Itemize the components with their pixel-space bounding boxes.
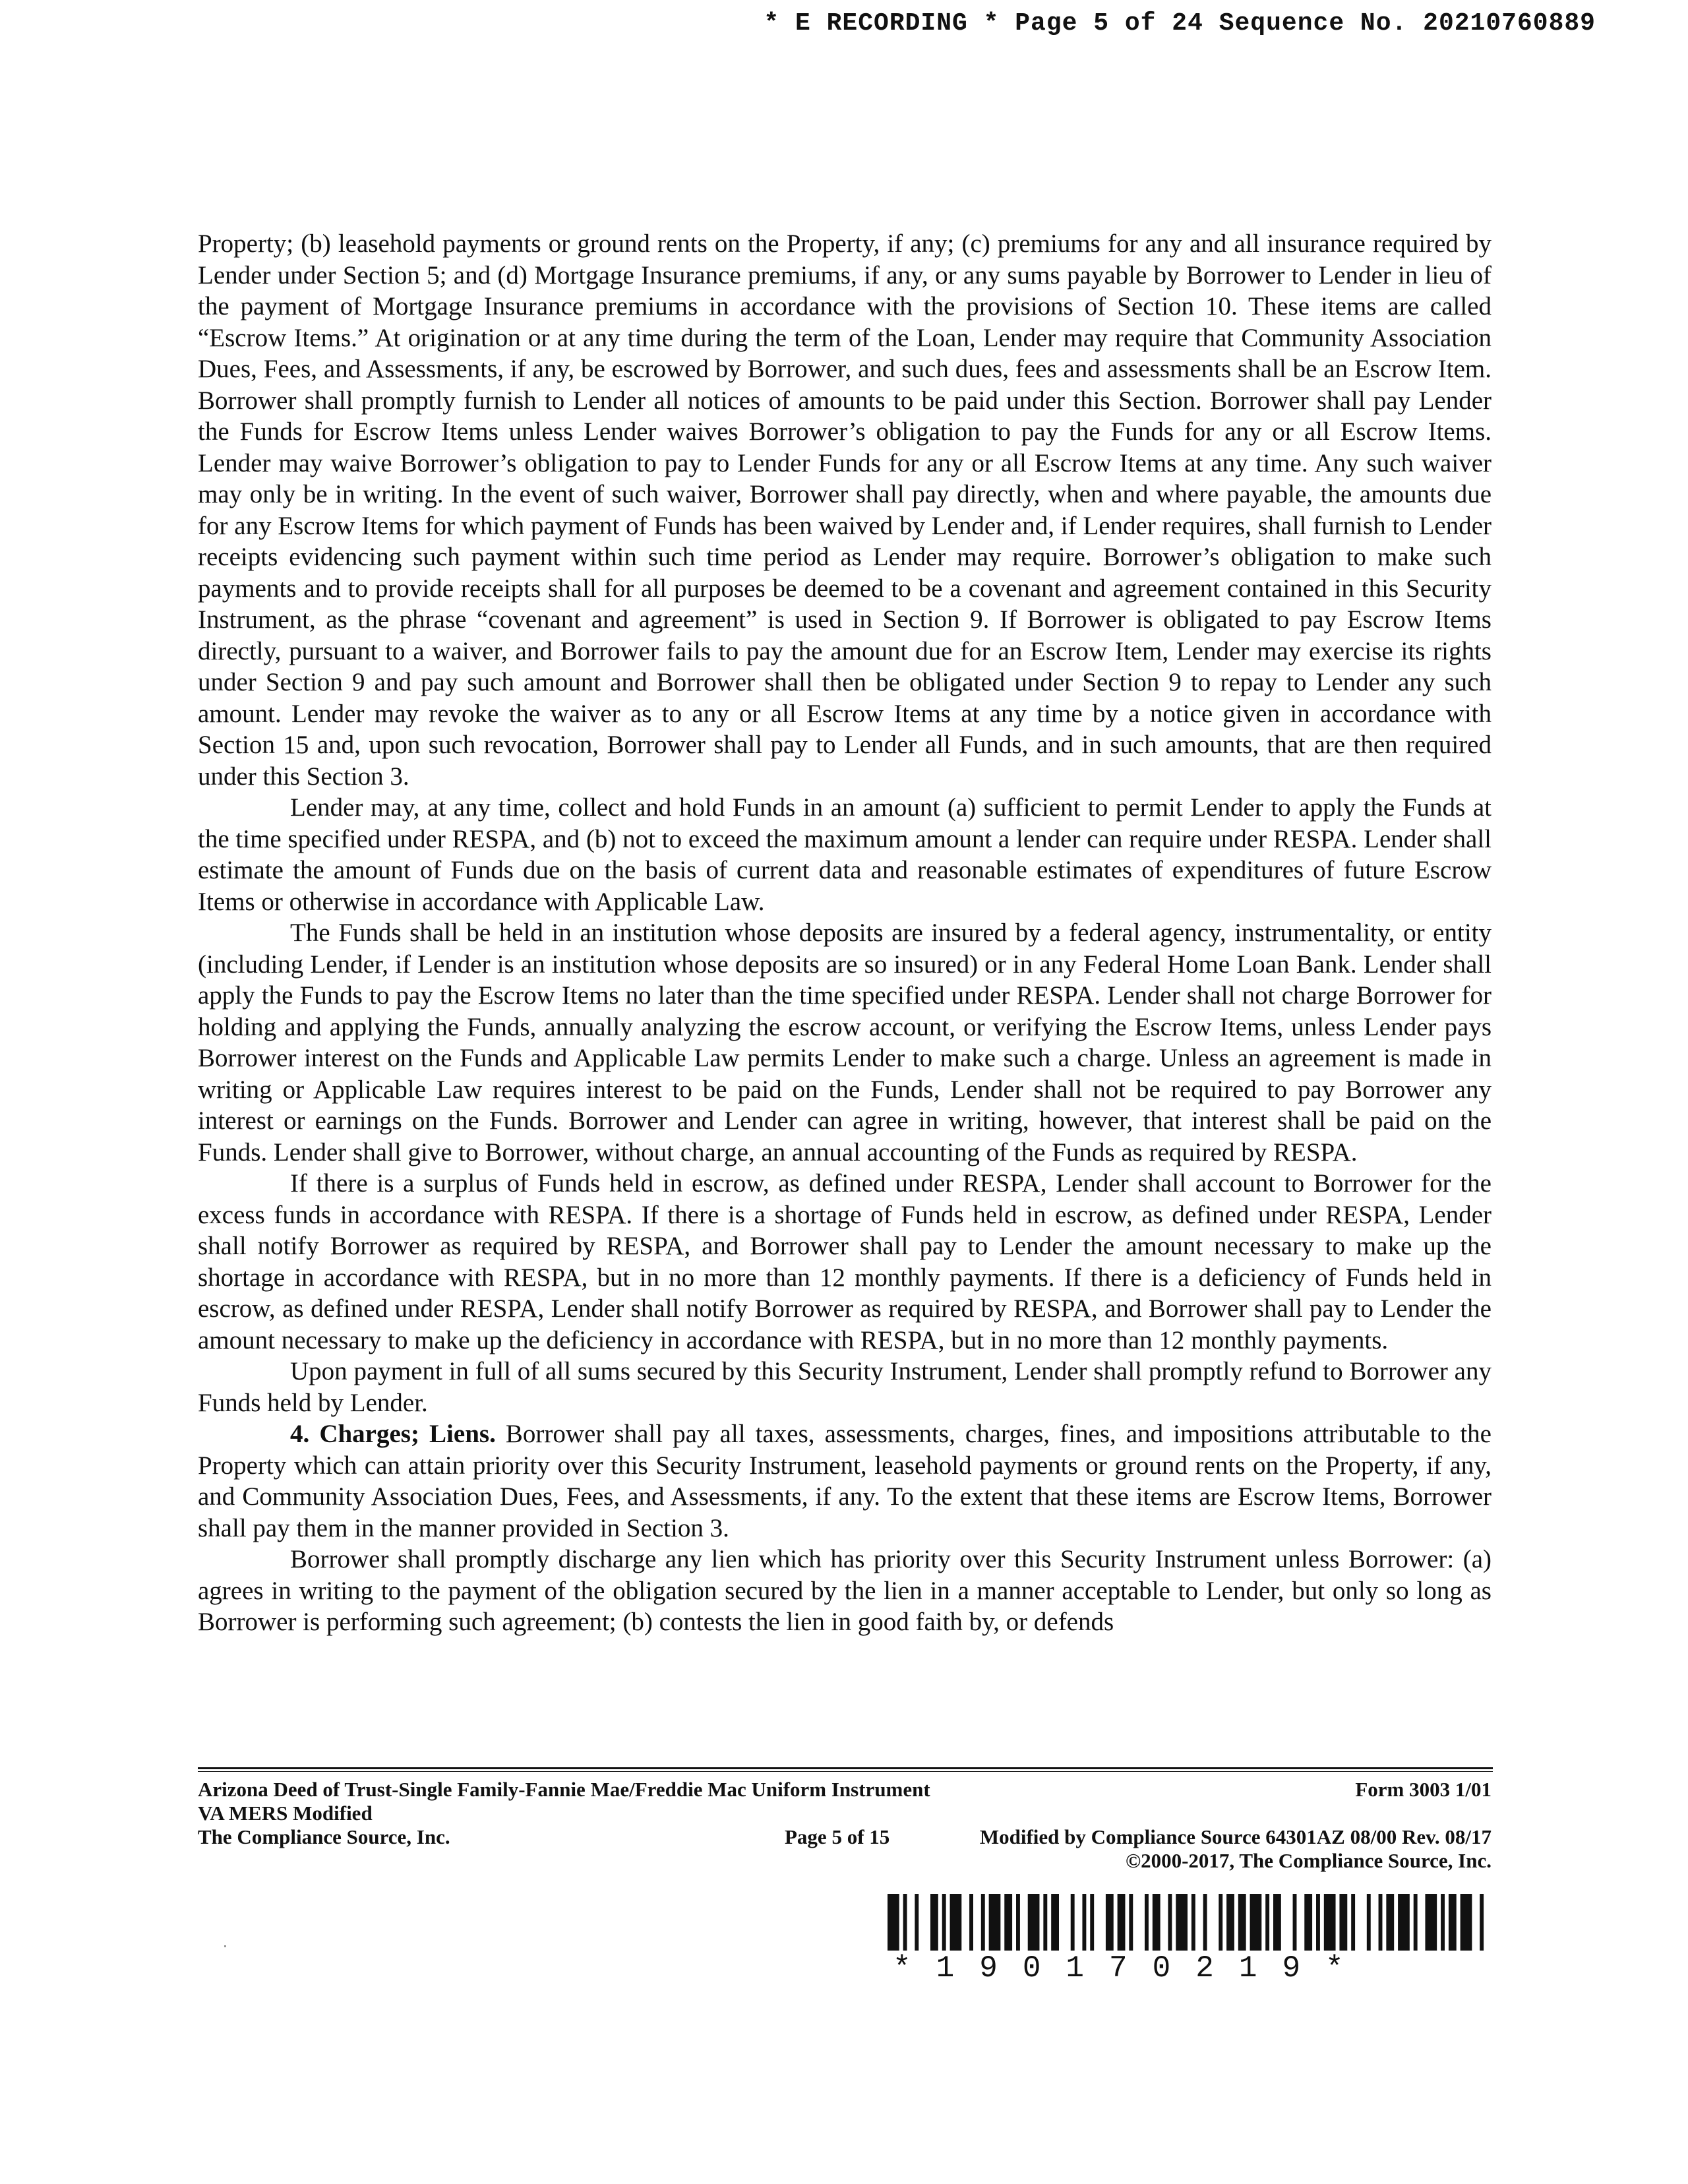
paragraph-refund: Upon payment in full of all sums secured by this Security Instrument, Lender shall promptly refund to Borrower any Funds held by Lender. bbox=[198, 1357, 1492, 1417]
barcode-bar bbox=[1339, 1894, 1347, 1951]
barcode-bar bbox=[1480, 1894, 1484, 1951]
barcode-bar bbox=[1129, 1894, 1133, 1951]
paragraph-discharge-lien: Borrower shall promptly discharge any lien which has priority over this Security Instrument unless Borrower: (a) agrees in writing to the payment of the obligation secured by the lien in a manner acceptable to Lender, but only so long as Borrower is performing such agreement; (b) contests the lien in good faith by, or defends bbox=[198, 1545, 1492, 1636]
barcode-bar bbox=[1250, 1894, 1262, 1951]
barcode-bar bbox=[1324, 1894, 1336, 1951]
barcode-bar bbox=[1386, 1894, 1394, 1951]
document-body bbox=[198, 228, 1492, 1638]
barcode-bar bbox=[1293, 1894, 1297, 1951]
footer-modified-note: VA MERS Modified bbox=[198, 1802, 373, 1825]
barcode-bar bbox=[1316, 1894, 1320, 1951]
barcode-bar bbox=[942, 1894, 946, 1951]
footer-rule bbox=[198, 1767, 1493, 1769]
barcode-graphic bbox=[888, 1894, 1488, 1951]
barcode-bar bbox=[1441, 1894, 1445, 1951]
footer-instrument-title: Arizona Deed of Trust-Single Family-Fannie Mae/Freddie Mac Uniform Instrument bbox=[198, 1778, 930, 1801]
paragraph-charges-liens-text: Borrower shall pay all taxes, assessments, charges, fines, and impositions attributable to the Property which can attain priority over this Security Instrument, leasehold payments or ground rents on the Property, if any, and Community Association Dues, Fees, and Assessments, if any. To the extent that these items are Escrow Items, Borrower shall pay them in the manner provided in Section 3. bbox=[198, 1420, 1492, 1542]
barcode-bar bbox=[1238, 1894, 1246, 1951]
barcode-number: *190170219* bbox=[893, 1951, 1369, 1986]
paragraph-charges-liens bbox=[198, 1418, 1492, 1544]
barcode-bar bbox=[1028, 1894, 1040, 1951]
barcode-bar bbox=[1203, 1894, 1207, 1951]
recording-stamp: * E RECORDING * Page 5 of 24 Sequence No. 20210760889 bbox=[764, 9, 1596, 38]
barcode-bar bbox=[989, 1894, 1001, 1951]
section-heading-charges-liens: 4. Charges; Liens. bbox=[290, 1420, 496, 1448]
barcode-bar bbox=[1379, 1894, 1383, 1951]
footer-revision: Modified by Compliance Source 64301AZ 08/00 Rev. 08/17 bbox=[979, 1825, 1492, 1848]
paragraph-escrow-items: Property; (b) leasehold payments or ground rents on the Property, if any; (c) premiums for any and all insurance required by Lender under Section 5; and (d) Mortgage Insurance premiums, if any, or any sums payable by Borrower to Lender in lieu of the payment of Mortgage Insurance premiums in accordance with the provisions of Section 10. These items are called “Escrow Items.” At origination or at any time during the term of the Loan, Lender may require that Community Association Dues, Fees, and Assessments, if any, be escrowed by Borrower, and such dues, fees and assessments shall be an Escrow Item. Borrower shall promptly furnish to Lender all notices of amounts to be paid under this Section. Borrower shall pay Lender the Funds for Escrow Items unless Lender waives Borrower’s obligation to pay the Funds for any or all Escrow Items. Lender may waive Borrower’s obligation to pay to Lender Funds for any or all Escrow Items at any time. Any such waiver may only be in writing. In the event of such waiver, Borrower shall pay directly, when and where payable, the amounts due for any Escrow Items for which payment of Funds has been waived by Lender and, if Lender requires, shall furnish to Lender receipts evidencing such payment within such time period as Lender may require. Borrower’s obligation to make such payments and to provide receipts shall for all purposes be deemed to be a covenant and agreement contained in this Security Instrument, as the phrase “covenant and agreement” is used in Section 9. If Borrower is obligated to pay Escrow Items directly, pursuant to a waiver, and Borrower fails to pay the amount due for an Escrow Item, Lender may exercise its rights under Section 9 and pay such amount and Borrower shall then be obligated under Section 9 to repay to Lender any such amount. Lender may revoke the waiver as to any or all Escrow Items at any time by a notice given in accordance with Section 15 and, upon such revocation, Borrower shall pay to Lender all Funds, and in such amounts, that are then required under this Section 3. bbox=[198, 229, 1492, 791]
barcode-bar bbox=[1051, 1894, 1059, 1951]
paragraph-surplus-shortage: If there is a surplus of Funds held in escrow, as defined under RESPA, Lender shall account to Borrower for the excess funds in accordance with RESPA. If there is a shortage of Funds held in escrow, as defined under RESPA, Lender shall notify Borrower as required by RESPA, and Borrower shall pay to Lender the amount necessary to make up the shortage in accordance with RESPA, but in no more than 12 monthly payments. If there is a deficiency of Funds held in escrow, as defined under RESPA, Lender shall notify Borrower as required by RESPA, and Borrower shall pay to Lender the amount necessary to make up the deficiency in accordance with RESPA, but in no more than 12 monthly payments. bbox=[198, 1169, 1492, 1354]
footer-form-number: Form 3003 1/01 bbox=[1355, 1778, 1492, 1801]
barcode-bar bbox=[1082, 1894, 1086, 1951]
barcode-bar bbox=[1043, 1894, 1047, 1951]
barcode-bar bbox=[1153, 1894, 1160, 1951]
barcode-bar bbox=[888, 1894, 899, 1951]
barcode-bar bbox=[969, 1894, 973, 1951]
footer-copyright: ©2000-2017, The Compliance Source, Inc. bbox=[1125, 1849, 1492, 1872]
barcode-bar bbox=[930, 1894, 938, 1951]
footer-page-number: Page 5 of 15 bbox=[785, 1825, 890, 1848]
paragraph-lender-collect-funds: Lender may, at any time, collect and hold Funds in an amount (a) sufficient to permit Lender to apply the Funds at the time specified under RESPA, and (b) not to exceed the maximum amount a lender can require under RESPA. Lender shall estimate the amount of Funds due on the basis of current data and reasonable estimates of expenditures of future Escrow Items or otherwise in accordance with Applicable Law. bbox=[198, 793, 1492, 916]
barcode-bar bbox=[1004, 1894, 1012, 1951]
barcode-bar bbox=[1090, 1894, 1094, 1951]
barcode-bar bbox=[1351, 1894, 1355, 1951]
barcode-bar bbox=[1106, 1894, 1114, 1951]
barcode-bar bbox=[950, 1894, 962, 1951]
paragraph-funds-held: The Funds shall be held in an institution whose deposits are insured by a federal agency, instrumentality, or entity (including Lender, if Lender is an institution whose deposits are so insured) or in any Federal Home Loan Bank. Lender shall apply the Funds to pay the Escrow Items no later than the time specified under RESPA. Lender shall not charge Borrower for holding and applying the Funds, annually analyzing the escrow account, or verifying the Escrow Items, unless Lender pays Borrower interest on the Funds and Applicable Law permits Lender to make such a charge. Unless an agreement is made in writing or Applicable Law requires interest to be paid on the Funds, Lender shall not be required to pay Borrower any interest or earnings on the Funds. Borrower and Lender can agree in writing, however, that interest shall be paid on the Funds. Lender shall give to Borrower, without charge, an annual accounting of the Funds as required by RESPA. bbox=[198, 919, 1492, 1167]
barcode-bar bbox=[1145, 1894, 1149, 1951]
barcode-block bbox=[888, 1894, 1488, 1985]
barcode-bar bbox=[1414, 1894, 1418, 1951]
barcode-bar bbox=[1265, 1894, 1269, 1951]
barcode-bar bbox=[1367, 1894, 1371, 1951]
barcode-bar bbox=[1118, 1894, 1126, 1951]
barcode-bar bbox=[1425, 1894, 1437, 1951]
barcode-bar bbox=[1226, 1894, 1234, 1951]
scan-speck bbox=[224, 1945, 226, 1947]
barcode-bar bbox=[1273, 1894, 1281, 1951]
barcode-bar bbox=[1461, 1894, 1472, 1951]
barcode-bar bbox=[981, 1894, 985, 1951]
page-footer bbox=[198, 1778, 1492, 1873]
barcode-bar bbox=[1449, 1894, 1457, 1951]
barcode-bar bbox=[915, 1894, 919, 1951]
barcode-bar bbox=[1398, 1894, 1410, 1951]
barcode-bar bbox=[1176, 1894, 1188, 1951]
barcode-bar bbox=[1016, 1894, 1020, 1951]
footer-rule-thin bbox=[198, 1771, 1493, 1772]
barcode-bar bbox=[1191, 1894, 1195, 1951]
barcode-bar bbox=[1071, 1894, 1075, 1951]
footer-company: The Compliance Source, Inc. bbox=[198, 1825, 450, 1848]
barcode-bar bbox=[903, 1894, 907, 1951]
barcode-bar bbox=[1168, 1894, 1172, 1951]
barcode-bar bbox=[1219, 1894, 1222, 1951]
barcode-bar bbox=[1304, 1894, 1312, 1951]
